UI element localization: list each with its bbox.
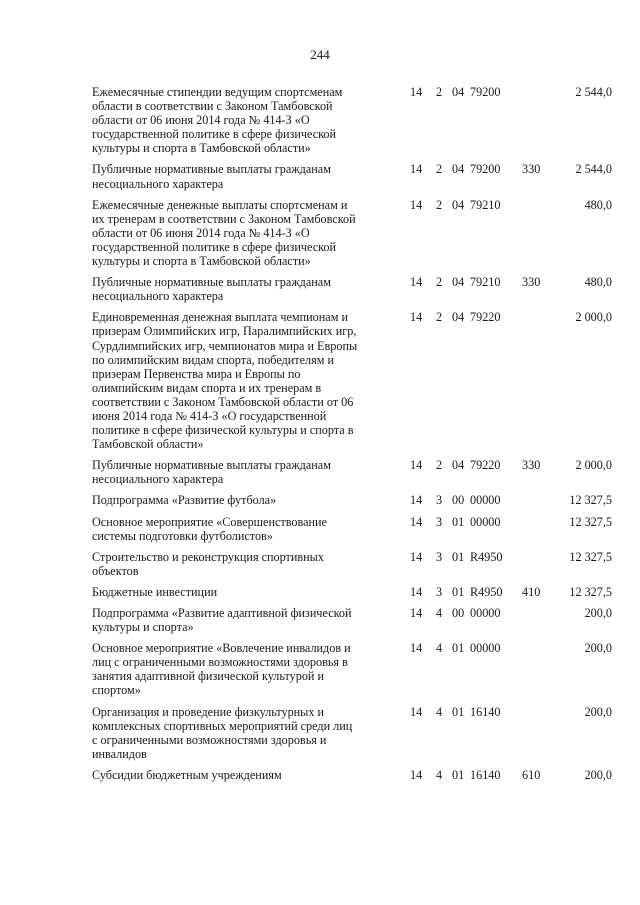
row-description: Публичные нормативные выплаты гражданам несоциального характера xyxy=(92,275,331,304)
code-expense-type: 330 xyxy=(522,458,541,473)
code-subsection: 2 xyxy=(436,458,443,473)
code-item: 79210 xyxy=(470,275,501,290)
row-amount: 200,0 xyxy=(584,767,612,782)
code-item: 16140 xyxy=(470,704,501,719)
row-classification-code xyxy=(410,162,552,176)
table-row xyxy=(92,458,612,486)
row-classification-code xyxy=(410,310,552,324)
code-item: 16140 xyxy=(470,767,501,782)
code-item: 79210 xyxy=(470,197,501,212)
row-classification-code xyxy=(410,515,552,529)
row-classification-code xyxy=(410,585,552,599)
code-section: 14 xyxy=(410,493,423,508)
code-program: 00 xyxy=(452,493,465,508)
row-description: Подпрограмма «Развитие адаптивной физической культуры и спорта» xyxy=(92,606,352,635)
code-expense-type xyxy=(522,198,552,212)
row-description: Ежемесячные денежные выплаты спортсменам и их тренерам в соответствии с Законом Тамбовской области от 06 июня 2014 года № 414-З «О государственной политике в сфере физической культуры и спорта в Тамбовской области» xyxy=(92,197,356,269)
table-row xyxy=(92,606,612,634)
row-description: Организация и проведение физкультурных и комплексных спортивных мероприятий среди лиц с ограниченными возможностями здоровья и инвалидов xyxy=(92,704,353,761)
row-description: Публичные нормативные выплаты гражданам несоциального характера xyxy=(92,162,331,191)
code-expense-type xyxy=(522,310,552,324)
code-item: 00000 xyxy=(470,641,501,656)
code-subsection: 3 xyxy=(436,584,443,599)
row-classification-code xyxy=(410,198,552,212)
table-row xyxy=(92,310,612,451)
code-program: 04 xyxy=(452,162,465,177)
table-row xyxy=(92,705,612,761)
code-subsection: 4 xyxy=(436,767,443,782)
row-amount: 12 327,5 xyxy=(569,514,612,529)
code-expense-type xyxy=(522,493,552,507)
code-subsection: 2 xyxy=(436,197,443,212)
code-program: 01 xyxy=(452,704,465,719)
row-description: Бюджетные инвестиции xyxy=(92,584,218,599)
code-section: 14 xyxy=(410,549,423,564)
code-section: 14 xyxy=(410,275,423,290)
table-row xyxy=(92,275,612,303)
code-section: 14 xyxy=(410,162,423,177)
code-section: 14 xyxy=(410,606,423,620)
row-description: Основное мероприятие «Совершенствование системы подготовки футболистов» xyxy=(92,514,327,543)
row-description: Подпрограмма «Развитие футбола» xyxy=(92,493,277,508)
row-amount: 12 327,5 xyxy=(569,549,612,564)
row-description: Единовременная денежная выплата чемпионам и призерам Олимпийских игр, Паралимпийских игр, Сурдлимпийских игр, чемпионатов мира и Европы по олимпийским видам спорта, победителям и призерам Первенства мира и Европы по олимпийским видам спорта и их тренерам в соответствии с Законом Тамбовской области от 06 июня 2014 года № 414-З «О государственной политике в сфере физической культуры и спорта в Тамбовской области» xyxy=(92,310,358,452)
row-classification-code xyxy=(410,606,552,620)
row-amount: 2 544,0 xyxy=(575,162,612,177)
code-expense-type xyxy=(522,85,552,99)
code-section: 14 xyxy=(410,197,423,212)
row-amount: 2 000,0 xyxy=(575,458,612,473)
code-subsection: 3 xyxy=(436,514,443,529)
code-section: 14 xyxy=(410,584,423,599)
code-subsection: 4 xyxy=(436,606,443,620)
code-section: 14 xyxy=(410,310,423,325)
code-subsection: 2 xyxy=(436,85,443,99)
code-program: 04 xyxy=(452,275,465,290)
row-description: Субсидии бюджетным учреждениям xyxy=(92,767,282,782)
table-row xyxy=(92,198,612,268)
row-amount: 200,0 xyxy=(584,641,612,656)
row-classification-code xyxy=(410,493,552,507)
code-subsection: 2 xyxy=(436,275,443,290)
table-row xyxy=(92,768,612,782)
code-program: 04 xyxy=(452,197,465,212)
row-classification-code xyxy=(410,550,552,564)
code-expense-type: 610 xyxy=(522,767,541,782)
code-item: R4950 xyxy=(470,549,503,564)
code-section: 14 xyxy=(410,704,423,719)
code-program: 04 xyxy=(452,85,465,99)
row-amount: 12 327,5 xyxy=(569,584,612,599)
table-row xyxy=(92,85,612,155)
code-item: 79220 xyxy=(470,310,501,325)
row-description: Строительство и реконструкция спортивных объектов xyxy=(92,549,324,578)
code-program: 01 xyxy=(452,514,465,529)
table-row xyxy=(92,515,612,543)
code-item: 00000 xyxy=(470,493,501,508)
table-row xyxy=(92,585,612,599)
code-subsection: 2 xyxy=(436,162,443,177)
row-amount: 480,0 xyxy=(584,197,612,212)
row-amount: 200,0 xyxy=(584,606,612,620)
code-section: 14 xyxy=(410,767,423,782)
code-subsection: 3 xyxy=(436,549,443,564)
code-expense-type: 330 xyxy=(522,162,541,177)
table-row xyxy=(92,162,612,190)
code-section: 14 xyxy=(410,458,423,473)
page-number: 244 xyxy=(310,47,330,62)
code-program: 01 xyxy=(452,641,465,656)
code-expense-type: 410 xyxy=(522,584,541,599)
code-subsection: 4 xyxy=(436,641,443,656)
code-expense-type: 330 xyxy=(522,275,541,290)
row-description: Ежемесячные стипендии ведущим спортсменам области в соответствии с Законом Тамбовской области от 06 июня 2014 года № 414-З «О государственной политике в сфере физической культуры и спорта в Тамбовской области» xyxy=(92,85,343,156)
row-description: Основное мероприятие «Вовлечение инвалидов и лиц с ограниченными возможностями здоровья в занятия адаптивной физической культурой и спортом» xyxy=(92,641,351,698)
code-program: 01 xyxy=(452,549,465,564)
table-row xyxy=(92,641,612,697)
code-item: R4950 xyxy=(470,584,503,599)
code-expense-type xyxy=(522,606,552,620)
row-amount: 12 327,5 xyxy=(569,493,612,508)
code-item: 00000 xyxy=(470,514,501,529)
row-classification-code xyxy=(410,705,552,719)
code-program: 04 xyxy=(452,310,465,325)
code-program: 01 xyxy=(452,584,465,599)
row-amount: 2 544,0 xyxy=(575,85,612,99)
code-expense-type xyxy=(522,515,552,529)
code-section: 14 xyxy=(410,85,423,99)
row-amount: 200,0 xyxy=(584,704,612,719)
row-description: Публичные нормативные выплаты гражданам несоциального характера xyxy=(92,458,331,487)
row-amount: 2 000,0 xyxy=(575,310,612,325)
code-item: 79220 xyxy=(470,458,501,473)
code-expense-type xyxy=(522,705,552,719)
row-classification-code xyxy=(410,641,552,655)
code-section: 14 xyxy=(410,641,423,656)
code-subsection: 4 xyxy=(436,704,443,719)
code-item: 79200 xyxy=(470,85,501,99)
code-section: 14 xyxy=(410,514,423,529)
code-subsection: 2 xyxy=(436,310,443,325)
code-program: 01 xyxy=(452,767,465,782)
code-expense-type xyxy=(522,550,552,564)
code-program: 00 xyxy=(452,606,465,620)
row-classification-code xyxy=(410,458,552,472)
code-item: 79200 xyxy=(470,162,501,177)
row-classification-code xyxy=(410,768,552,782)
row-classification-code xyxy=(410,275,552,289)
budget-table xyxy=(92,85,612,789)
table-row xyxy=(92,493,612,507)
row-classification-code xyxy=(410,85,552,99)
code-subsection: 3 xyxy=(436,493,443,508)
row-amount: 480,0 xyxy=(584,275,612,290)
code-item: 00000 xyxy=(470,606,501,620)
code-expense-type xyxy=(522,641,552,655)
table-row xyxy=(92,550,612,578)
code-program: 04 xyxy=(452,458,465,473)
